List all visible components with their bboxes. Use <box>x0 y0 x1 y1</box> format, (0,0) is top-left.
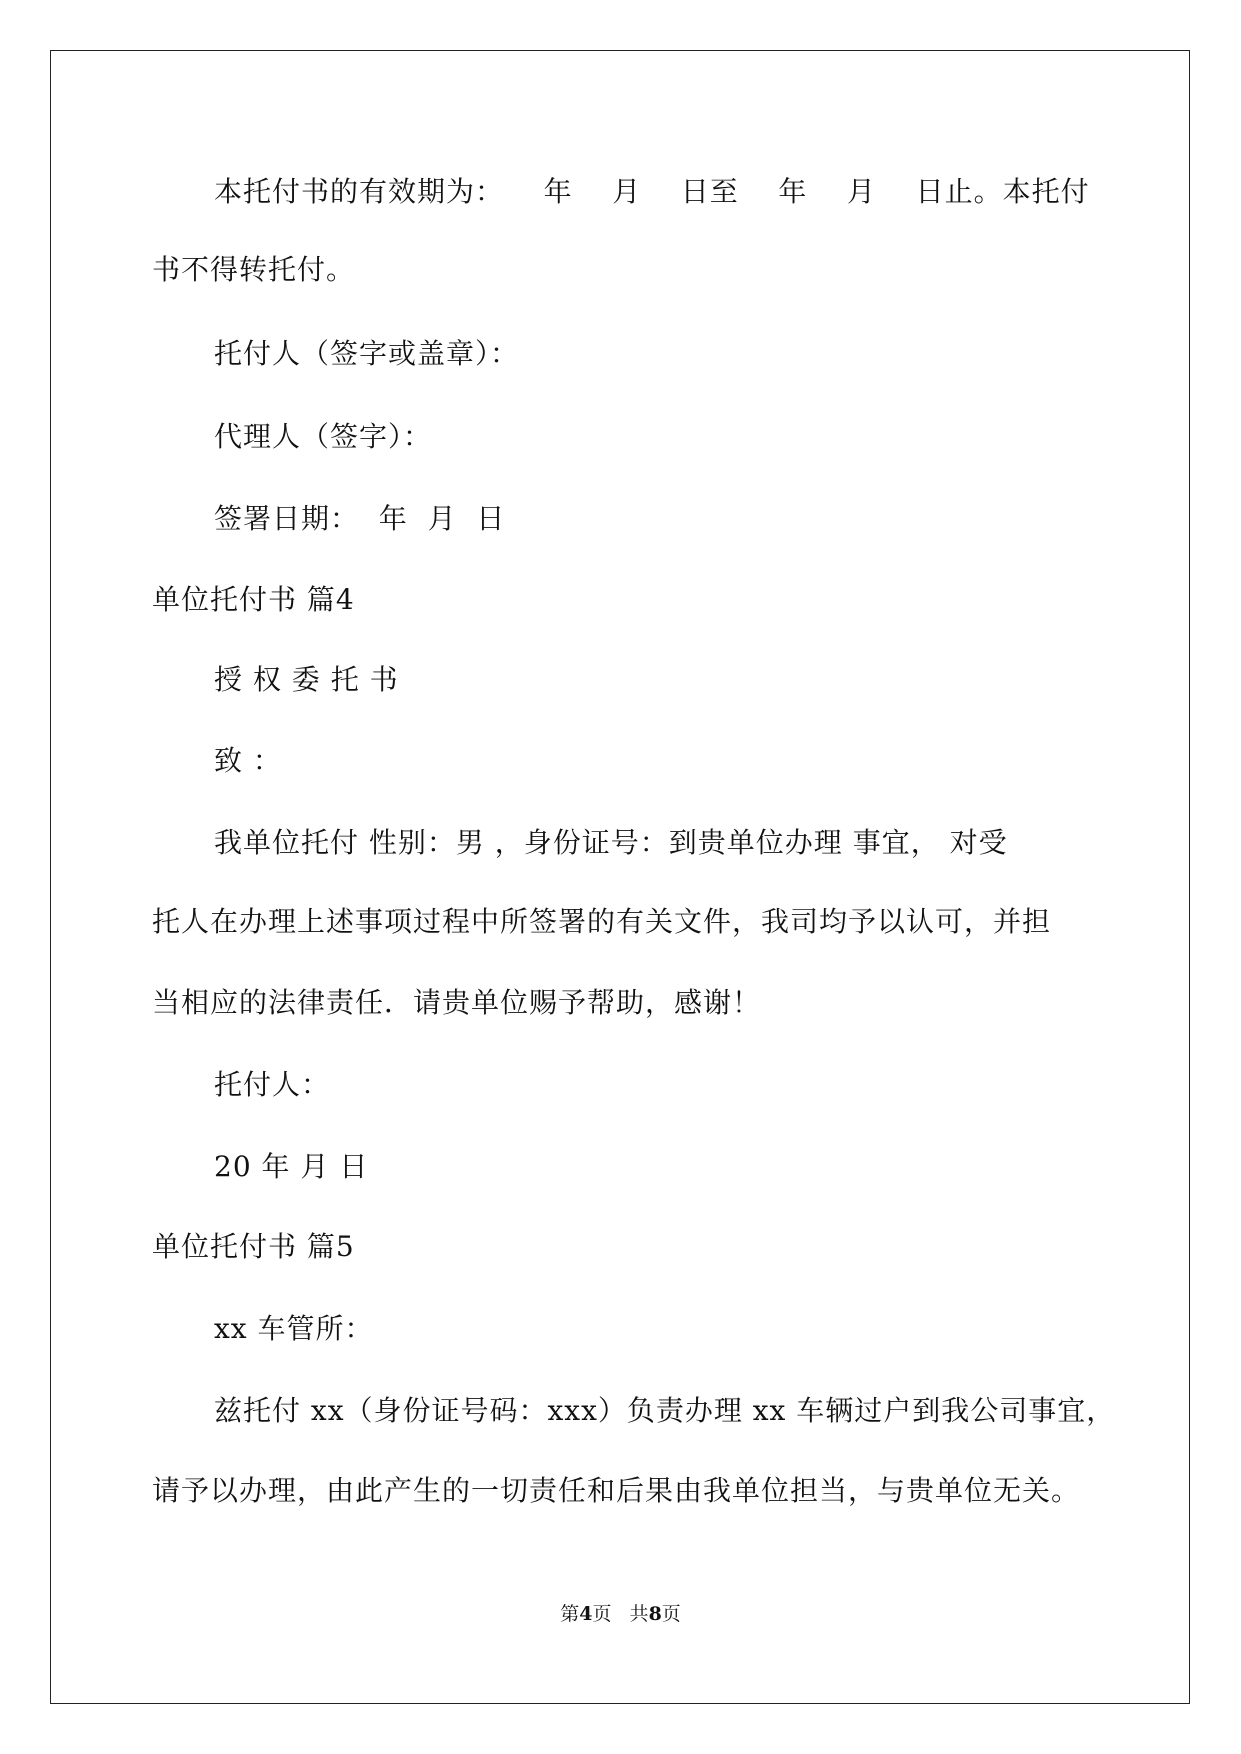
vehicle-transfer-line-1: 兹托付 xx（身份证号码：xxx）负责办理 xx 车辆过户到我公司事宜， <box>214 1394 1116 1427</box>
validity-period-line-2: 书不得转托付。 <box>152 253 356 286</box>
total-page-number: 8 <box>648 1603 662 1625</box>
current-page-number: 4 <box>579 1603 593 1625</box>
addressee-line: 致 ： <box>214 744 282 777</box>
vehicle-office-addressee: xx 车管所： <box>214 1312 374 1345</box>
page-prefix: 第 <box>560 1603 580 1625</box>
date-line: 20 年 月 日 <box>214 1150 369 1183</box>
body-paragraph-line-3: 当相应的法律责任．请贵单位赐予帮助，感谢！ <box>152 986 762 1019</box>
page-number-footer <box>0 1602 1241 1626</box>
page-suffix: 页 <box>661 1603 681 1625</box>
authorization-title: 授 权 委 托 书 <box>214 663 399 696</box>
signing-date-line: 签署日期： 年 月 日 <box>214 502 506 535</box>
page-mid-text: 页 共 <box>592 1603 649 1625</box>
agent-signature-line: 代理人（签字）： <box>214 420 433 453</box>
principal-line: 托付人： <box>214 1068 331 1101</box>
section-heading-5: 单位托付书 篇5 <box>152 1230 355 1263</box>
section-heading-4: 单位托付书 篇4 <box>152 583 355 616</box>
validity-period-line-1: 本托付书的有效期为： 年 月 日至 年 月 日止。本托付 <box>214 175 1090 208</box>
body-paragraph-line-1: 我单位托付 性别：男 ，身份证号：到贵单位办理 事宜， 对受 <box>214 826 1008 859</box>
page-border <box>50 50 1190 1704</box>
vehicle-transfer-line-2: 请予以办理，由此产生的一切责任和后果由我单位担当，与贵单位无关。 <box>152 1474 1081 1507</box>
body-paragraph-line-2: 托人在办理上述事项过程中所签署的有关文件，我司均予以认可，并担 <box>152 905 1052 938</box>
principal-signature-line: 托付人（签字或盖章）： <box>214 337 520 370</box>
